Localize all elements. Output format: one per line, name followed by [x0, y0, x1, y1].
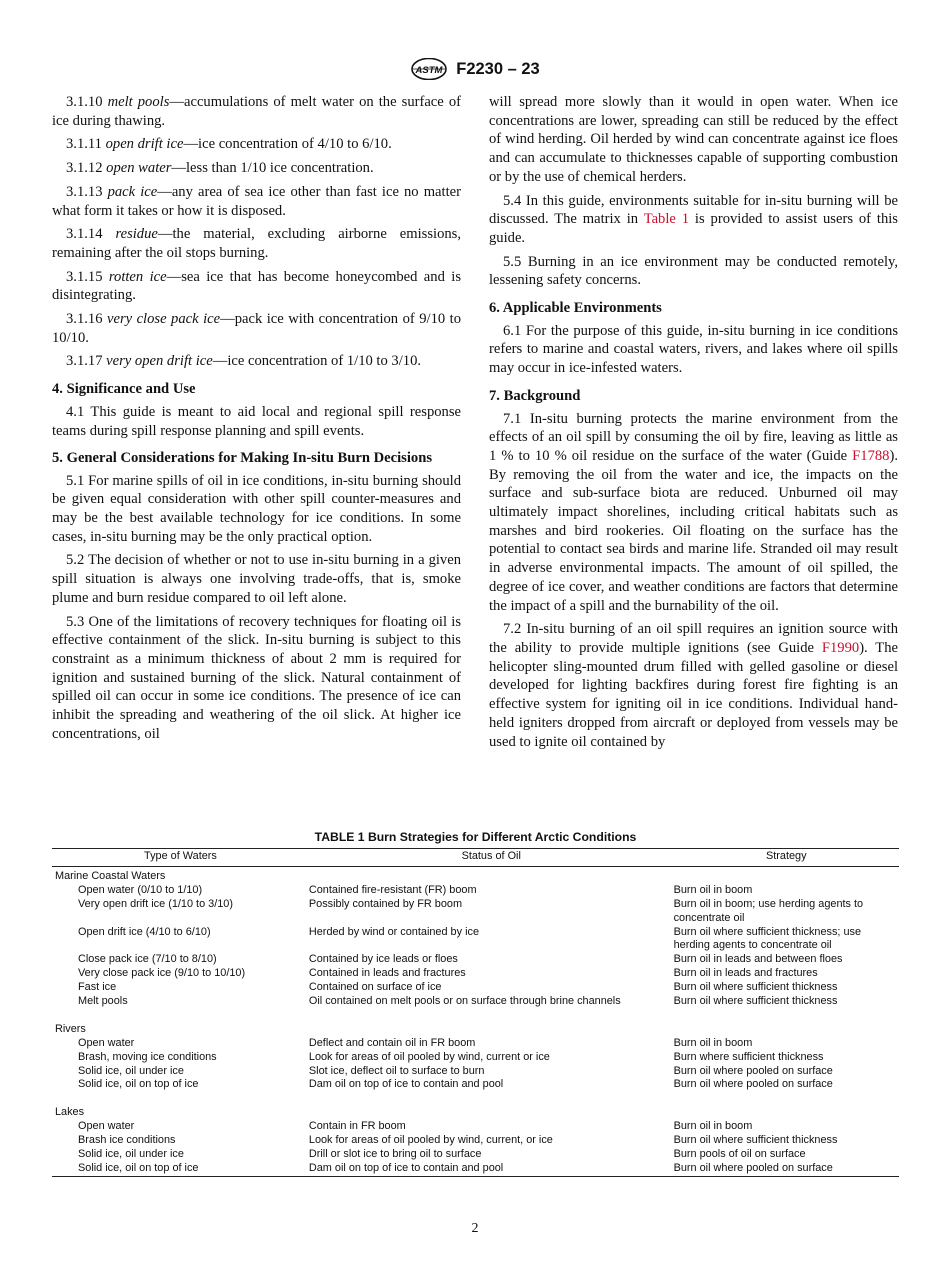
type-of-waters-cell: Very close pack ice (9/10 to 10/10) — [78, 967, 246, 980]
strategy-cell: Burn oil where sufficient thickness — [673, 1134, 838, 1147]
paragraph-6-1: 6.1 For the purpose of this guide, in-situ burning in ice conditions refers to marine and coastal waters, rivers, and lakes where oil spills may occur in ice-infested waters. — [489, 322, 898, 377]
table-header-row — [52, 849, 899, 867]
section-6-heading: 6. Applicable Environments — [489, 300, 662, 317]
status-of-oil-cell: Look for areas of oil pooled by wind, current, or ice — [308, 1134, 553, 1147]
paragraph-5-1: 5.1 For marine spills of oil in ice conditions, in-situ burning should be given equal consideration with other spill counter-measures and may be the best available technology for ice conditions. In some cases, in-situ burning may be the only practical option. — [52, 472, 461, 545]
definition-3-1-15: 3.1.15 rotten ice—sea ice that has become honeycombed and is disintegrating. — [52, 268, 461, 304]
type-of-waters-cell: Very open drift ice (1/10 to 3/10) — [78, 897, 233, 910]
astm-logo-icon — [410, 58, 448, 80]
column-header: Status of Oil — [461, 850, 521, 862]
type-of-waters-cell: Brash, moving ice conditions — [78, 1050, 217, 1063]
paragraph-5-3: 5.3 One of the limitations of recovery techniques for floating oil is effective containment of the slick. In-situ burning is subject to this constraint as a minimum thickness of about 2 mm is required for ignition and sustained burning of the slick. Natural containment of spilled oil can occur in some ice conditions. The presence of ice can inhibit the spreading and weathering of the oil slick. At higher ice concentrations, oil — [52, 613, 461, 742]
type-of-waters-cell: Solid ice, oil on top of ice — [78, 1161, 199, 1174]
table-row — [52, 898, 899, 926]
status-of-oil-cell: Look for areas of oil pooled by wind, current or ice — [308, 1050, 550, 1063]
status-of-oil-cell: Oil contained on melt pools or on surface through brine channels — [308, 995, 621, 1008]
paragraph-4-1: 4.1 This guide is meant to aid local and regional spill response teams during spill response planning and spill events. — [52, 403, 461, 439]
left-column — [52, 93, 461, 749]
strategy-cell: Burn oil where sufficient thickness — [673, 981, 838, 994]
paragraph-7-2: 7.2 In-situ burning of an oil spill requires an ignition source with the ability to provide multiple ignitions (see Guide F1990). The helicopter sling-mounted drum filled with gelled gasoline or diesel developed for lighting backfires during forest fire fighting is an effective system for igniting oil in ice conditions. Individual hand-held igniters dropped from aircraft or deployed from vessels may be used to ignite oil contained by — [489, 621, 898, 750]
type-of-waters-cell: Close pack ice (7/10 to 8/10) — [78, 953, 217, 966]
table-group-row — [52, 866, 899, 883]
type-of-waters-cell: Fast ice — [78, 981, 117, 994]
table-row — [52, 884, 899, 898]
strategy-cell: Burn oil where sufficient thickness; use herding agents to concentrate oil — [673, 925, 862, 952]
document-designation: F2230 – 23 — [456, 59, 540, 78]
strategy-cell: Burn oil in boom — [673, 1036, 753, 1049]
table-1-link[interactable]: Table 1 — [643, 211, 690, 228]
definition-3-1-17: 3.1.17 very open drift ice—ice concentration of 1/10 to 3/10. — [66, 353, 422, 370]
table-row — [52, 995, 899, 1009]
strategy-cell: Burn oil in boom; use herding agents to concentrate oil — [673, 897, 864, 924]
status-of-oil-cell: Contained in leads and fractures — [308, 967, 466, 980]
type-of-waters-cell: Solid ice, oil under ice — [78, 1148, 184, 1160]
type-of-waters-cell: Solid ice, oil on top of ice — [78, 1078, 199, 1091]
table-group-row — [52, 1023, 899, 1037]
page-header — [0, 58, 950, 82]
definition-3-1-11: 3.1.11 open drift ice—ice concentration of 4/10 to 6/10. — [66, 136, 392, 153]
paragraph-5-4: 5.4 In this guide, environments suitable for in-situ burning will be discussed. The matrix in Table 1 is provided to assist users of this guide. — [489, 192, 898, 246]
strategy-cell: Burn oil in leads and fractures — [673, 967, 818, 980]
table — [52, 848, 899, 1177]
table-row — [52, 1065, 899, 1079]
strategy-cell: Burn oil where pooled on surface — [673, 1064, 833, 1077]
table-row — [52, 953, 899, 967]
status-of-oil-cell: Dam oil on top of ice to contain and pool — [308, 1161, 504, 1174]
status-of-oil-cell: Deflect and contain oil in FR boom — [308, 1036, 476, 1049]
type-of-waters-cell: Melt pools — [78, 995, 128, 1008]
burn-strategies-table — [52, 830, 899, 1177]
section-7-heading: 7. Background — [489, 387, 581, 404]
paragraph-5-2: 5.2 The decision of whether or not to use in-situ burning in a given spill situation is always one involving trade-offs, that is, smoke plume and burn residue compared to oil left alone. — [52, 552, 461, 606]
table-group-row — [52, 1106, 899, 1120]
table-spacer-row — [52, 1009, 899, 1023]
table-row — [52, 967, 899, 981]
table-row — [52, 926, 899, 954]
status-of-oil-cell: Possibly contained by FR boom — [308, 897, 463, 910]
status-of-oil-cell: Contain in FR boom — [308, 1120, 406, 1133]
strategy-cell: Burn oil in boom — [673, 1120, 753, 1133]
f1990-link[interactable]: F1990 — [821, 639, 860, 656]
strategy-cell: Burn oil in leads and between floes — [673, 953, 843, 966]
status-of-oil-cell: Herded by wind or contained by ice — [308, 925, 480, 938]
type-of-waters-cell: Brash ice conditions — [78, 1134, 176, 1147]
paragraph-7-1: 7.1 In-situ burning protects the marine environment from the effects of an oil spill by consuming the oil by fire, leaving as little as 1 % to 10 % oil residue on the surface of the water (Guide F1788). By removing the oil from the water and ice, the impacts on the surface and sub-surface biota are reduced. Unburned oil may ultimately impact shorelines, including critical habitats such as marshes and bird rookeries. Oil floating on the surface has the potential to contact sea birds and marine life. Stranded oil may result in adverse environmental impacts. The amount of oil spilled, the degree of ice cover, and weather conditions are factors that determine the impact of a spill and the burnability of the oil. — [489, 410, 898, 614]
status-of-oil-cell: Drill or slot ice to bring oil to surface — [308, 1148, 482, 1160]
definition-3-1-14: 3.1.14 residue—the material, excluding airborne emissions, remaining after the oil stops burning. — [52, 226, 461, 261]
paragraph-5-3-continued: will spread more slowly than it would in open water. When ice concentrations are lower, spreading can still be reduced by the effect of wind herding. Oil herded by wind can concentrate against ice floes and can accumulate to thicknesses capable of supporting combustion or by the use of chemical herders. — [489, 94, 898, 185]
status-of-oil-cell: Contained fire-resistant (FR) boom — [308, 883, 477, 896]
table-title: TABLE 1 Burn Strategies for Different Arctic Conditions — [314, 830, 637, 844]
type-of-waters-cell: Open water — [78, 1120, 135, 1133]
table-spacer-row — [52, 1092, 899, 1106]
definition-3-1-10: 3.1.10 melt pools—accumulations of melt water on the surface of ice during thawing. — [52, 94, 461, 129]
section-4-heading: 4. Significance and Use — [52, 381, 196, 398]
strategy-cell: Burn oil where sufficient thickness — [673, 995, 838, 1008]
strategy-cell: Burn where sufficient thickness — [673, 1050, 824, 1063]
table-row — [52, 1162, 899, 1176]
column-header: Type of Waters — [144, 850, 217, 862]
group-label: Rivers — [55, 1022, 86, 1035]
definition-3-1-13: 3.1.13 pack ice—any area of sea ice other than fast ice no matter what form it takes or how it is disposed. — [52, 183, 461, 219]
table-row — [52, 1051, 899, 1065]
table-body — [52, 866, 899, 1176]
status-of-oil-cell: Dam oil on top of ice to contain and pool — [308, 1078, 504, 1091]
status-of-oil-cell: Contained on surface of ice — [308, 981, 442, 994]
group-label: Lakes — [55, 1106, 85, 1119]
strategy-cell: Burn pools of oil on surface — [673, 1148, 806, 1160]
type-of-waters-cell: Open water — [78, 1036, 135, 1049]
table-row — [52, 1148, 899, 1162]
table-row — [52, 1037, 899, 1051]
paragraph-5-5: 5.5 Burning in an ice environment may be conducted remotely, lessening safety concerns. — [489, 253, 898, 289]
f1788-link[interactable]: F1788 — [852, 447, 890, 464]
table-row — [52, 1120, 899, 1134]
status-of-oil-cell: Slot ice, deflect oil to surface to burn — [308, 1064, 485, 1077]
definition-3-1-12: 3.1.12 open water—less than 1/10 ice concentration. — [66, 160, 374, 177]
column-header: Strategy — [766, 850, 807, 862]
svg-text:ASTM: ASTM — [415, 65, 443, 76]
status-of-oil-cell: Contained by ice leads or floes — [308, 953, 458, 966]
type-of-waters-cell: Open drift ice (4/10 to 6/10) — [78, 925, 211, 938]
group-label: Marine Coastal Waters — [55, 869, 166, 882]
strategy-cell: Burn oil where pooled on surface — [673, 1161, 833, 1174]
strategy-cell: Burn oil where pooled on surface — [673, 1078, 833, 1091]
table-row — [52, 1078, 899, 1092]
table-row — [52, 1134, 899, 1148]
right-column — [489, 93, 898, 756]
type-of-waters-cell: Open water (0/10 to 1/10) — [78, 883, 203, 896]
strategy-cell: Burn oil in boom — [673, 883, 753, 896]
type-of-waters-cell: Solid ice, oil under ice — [78, 1064, 184, 1077]
page-number: 2 — [471, 1221, 479, 1236]
definition-3-1-16: 3.1.16 very close pack ice—pack ice with concentration of 9/10 to 10/10. — [52, 311, 462, 346]
table-row — [52, 981, 899, 995]
section-5-heading: 5. General Considerations for Making In-situ Burn Decisions — [52, 450, 433, 467]
